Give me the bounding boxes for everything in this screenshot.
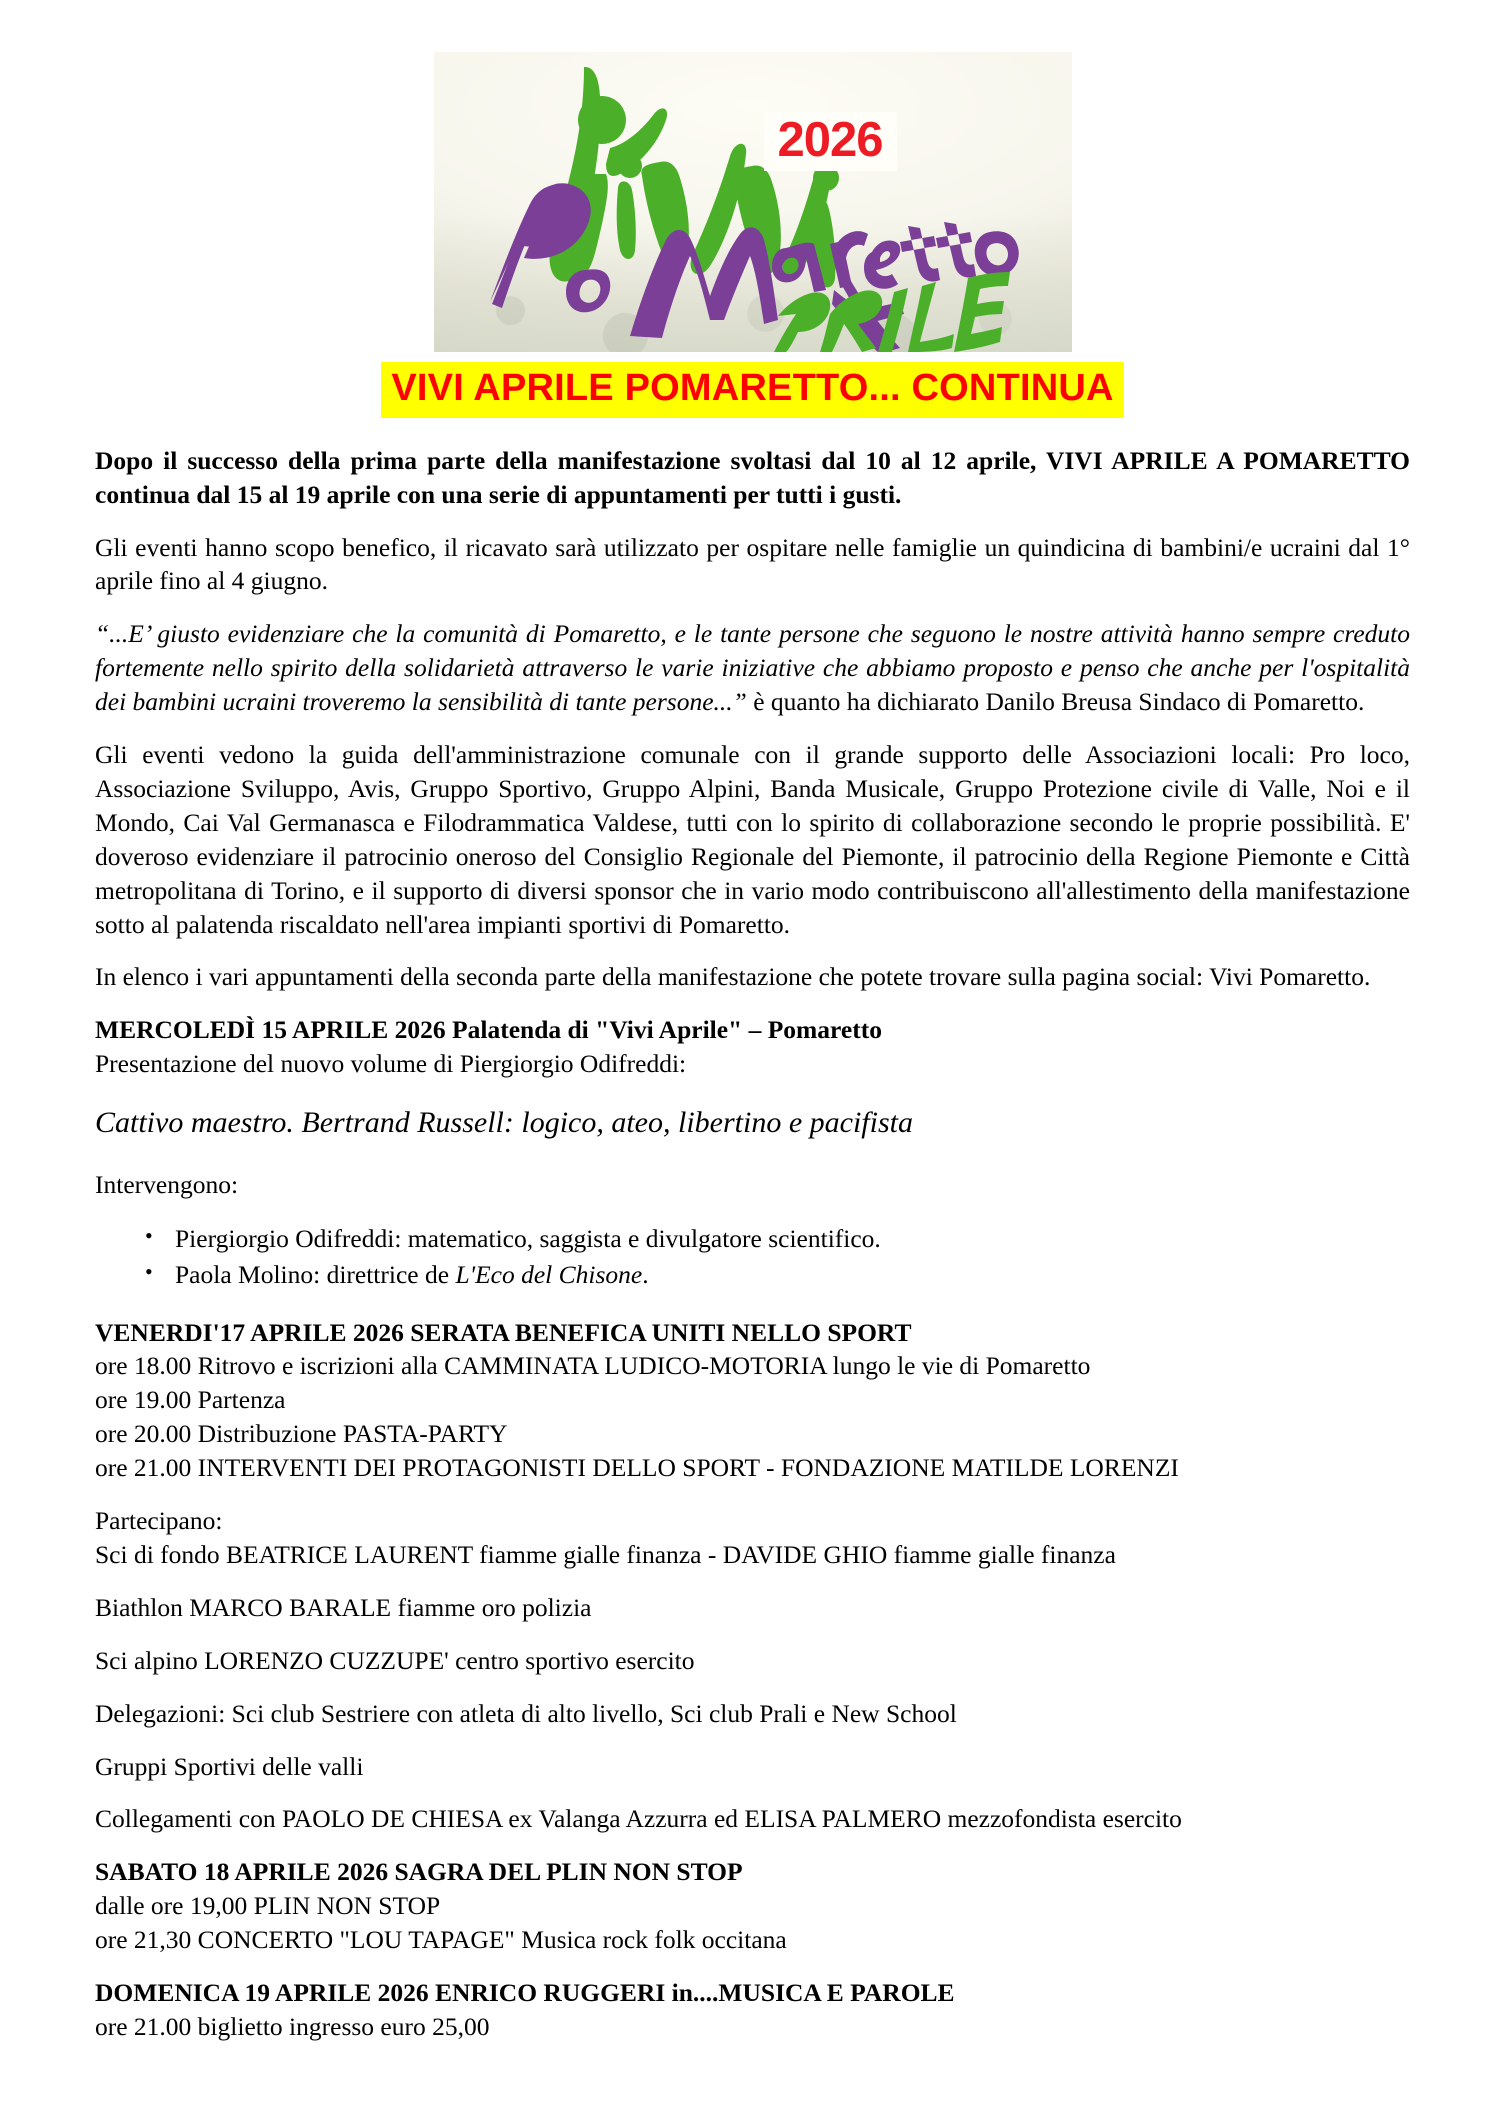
event-venerdi-schedule-line: ore 18.00 Ritrovo e iscrizioni alla CAMMINATA LUDICO-MOTORIA lungo le vie di Pomaretto: [95, 1351, 1091, 1381]
quote-italic-text: “...E’ giusto evidenziare che la comunità di Pomaretto, e le tante persone che seguono le nostre attività hanno sempre creduto fortemente nello spirito della solidarietà attraverso le varie iniziative che abbiamo proposto e penso che anche per l'ospitalità dei bambini ucraini troveremo la sensibilità di tante persone...”: [95, 619, 1410, 717]
paragraph-associazioni: Gli eventi vedono la guida dell'amministrazione comunale con il grande supporto delle Associazioni locali: Pro loco, Associazione Sviluppo, Avis, Gruppo Sportivo, Gruppo Alpini, Banda Musicale, Gruppo Protezione civile di Valle, Noi e il Mondo, Cai Val Germanasca e Filodrammatica Valdese, tutti con lo spirito di collaborazione secondo le proprie possibilità. E' doveroso evidenziare il patrocinio oneroso del Consiglio Regionale del Piemonte, il patrocinio della Regione Piemonte e Città metropolitana di Torino, e il supporto di diversi sponsor che in vario modo contribuiscono all'allestimento della manifestazione sotto al palatenda riscaldato nell'area impianti sportivi di Pomaretto.: [95, 740, 1410, 939]
participant-line: Gruppi Sportivi delle valli: [95, 1751, 364, 1781]
speaker-text: Paola Molino: direttrice de: [175, 1260, 456, 1290]
speaker-text: Piergiorgio Odifreddi: matematico, saggista e divulgatore scientifico.: [175, 1224, 881, 1254]
participants-group: [95, 1504, 1410, 1572]
green-letter-i-icon: [616, 154, 641, 259]
event-mercoledi-subline: Presentazione del nuovo volume di Piergiorgio Odifreddi:: [95, 1049, 687, 1079]
logo-artwork: [434, 52, 1072, 352]
event-venerdi: [95, 1316, 1410, 1486]
participants-label: Partecipano:: [95, 1506, 223, 1536]
page-title: [95, 362, 1410, 418]
logo-year-badge: 2026: [764, 112, 897, 171]
page-title-text: VIVI APRILE POMARETTO... CONTINUA: [381, 362, 1123, 418]
participant-line: Collegamenti con PAOLO DE CHIESA ex Valanga Azzurra ed ELISA PALMERO mezzofondista esercito: [95, 1804, 1182, 1834]
participant-line: Delegazioni: Sci club Sestriere con atleta di alto livello, Sci club Prali e New School: [95, 1698, 957, 1728]
event-sabato-heading: SABATO 18 APRILE 2026 SAGRA DEL PLIN NON STOP: [95, 1857, 743, 1887]
paragraph-benefico: Gli eventi hanno scopo benefico, il ricavato sarà utilizzato per ospitare nelle famiglie un quindicina di bambini/e ucraini dal 1° aprile fino al 4 giugno.: [95, 532, 1410, 596]
participant-line: Biathlon MARCO BARALE fiamme oro polizia: [95, 1592, 592, 1622]
event-venerdi-schedule-line: ore 21.00 INTERVENTI DEI PROTAGONISTI DELLO SPORT - FONDAZIONE MATILDE LORENZI: [95, 1453, 1179, 1483]
event-sabato-schedule-line: ore 21,30 CONCERTO "LOU TAPAGE" Musica rock folk occitana: [95, 1925, 787, 1955]
event-sabato: [95, 1855, 1410, 1957]
vivi-aprile-pomaretto-logo: [434, 52, 1072, 352]
event-venerdi-heading: VENERDI'17 APRILE 2026 SERATA BENEFICA UNITI NELLO SPORT: [95, 1317, 912, 1347]
list-item: [173, 1257, 1410, 1293]
participant-line: Sci alpino LORENZO CUZZUPE' centro sportivo esercito: [95, 1645, 695, 1675]
event-domenica-schedule-line: ore 21.00 biglietto ingresso euro 25,00: [95, 2012, 490, 2041]
speaker-italic-text: L'Eco del Chisone: [455, 1260, 643, 1290]
event-sabato-schedule-line: dalle ore 19,00 PLIN NON STOP: [95, 1891, 441, 1921]
participant-line: Sci di fondo BEATRICE LAURENT fiamme gialle finanza - DAVIDE GHIO fiamme gialle finanza: [95, 1539, 1116, 1569]
paragraph-elenco: In elenco i vari appuntamenti della seconda parte della manifestazione che potete trovare sulla pagina social: Vivi Pomaretto.: [95, 962, 1371, 992]
event-venerdi-schedule-line: ore 19.00 Partenza: [95, 1385, 286, 1415]
list-item: [173, 1221, 1410, 1257]
event-domenica: [95, 1976, 1410, 2044]
speaker-post-text: .: [642, 1260, 649, 1290]
speakers-list: [95, 1221, 1410, 1293]
event-domenica-heading: DOMENICA 19 APRILE 2026 ENRICO RUGGERI in....MUSICA E PAROLE: [95, 1978, 955, 2008]
logo-container: [95, 0, 1410, 352]
book-title: Cattivo maestro. Bertrand Russell: logico, ateo, libertino e pacifista: [95, 1106, 913, 1140]
quote-attribution-text: è quanto ha dichiarato Danilo Breusa Sindaco di Pomaretto.: [746, 687, 1365, 717]
paragraph-lead: Dopo il successo della prima parte della manifestazione svoltasi dal 10 al 12 aprile, VIVI APRILE A POMARETTO continua dal 15 al 19 aprile con una serie di appuntamenti per tutti i gusti.: [95, 445, 1410, 509]
event-mercoledi-heading: MERCOLEDÌ 15 APRILE 2026 Palatenda di "Vivi Aprile" – Pomaretto: [95, 1015, 882, 1045]
speakers-label: Intervengono:: [95, 1170, 239, 1200]
event-mercoledi: [95, 1013, 1410, 1081]
event-venerdi-schedule-line: ore 20.00 Distribuzione PASTA-PARTY: [95, 1419, 508, 1449]
paragraph-quote: [95, 617, 1410, 719]
